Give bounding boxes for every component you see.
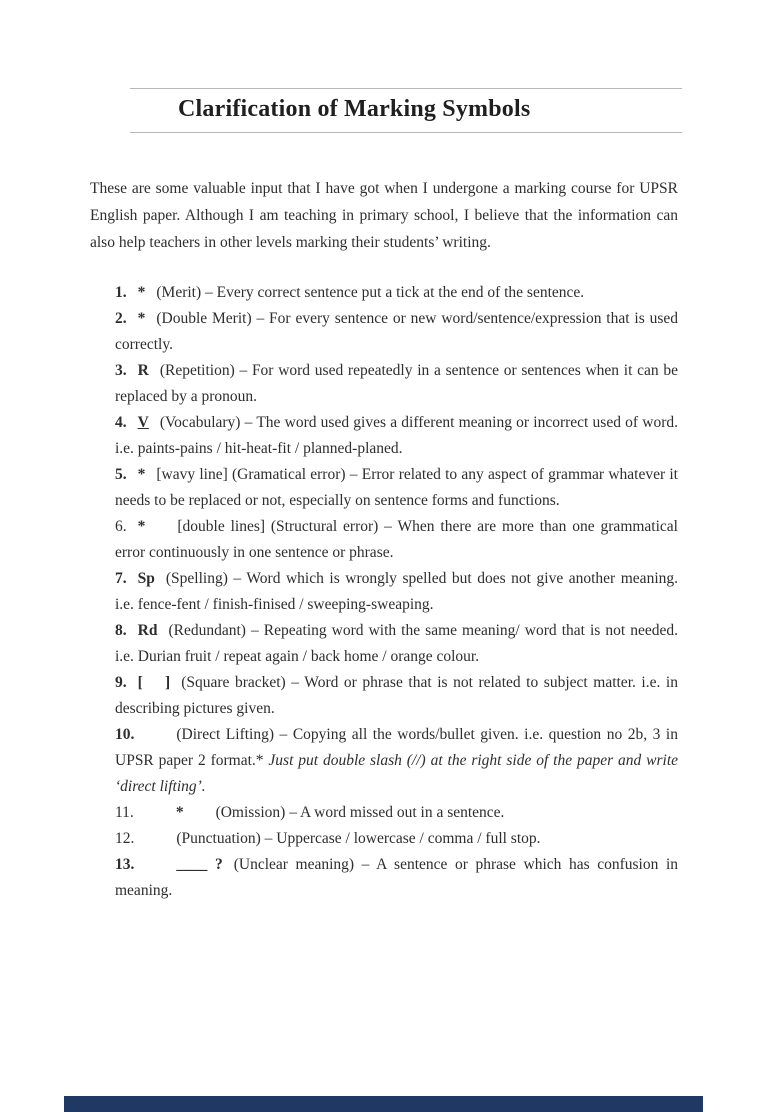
list-item	[115, 566, 678, 618]
list-item	[115, 358, 678, 410]
item-number: 10.	[115, 726, 135, 743]
item-number: 5.	[115, 466, 127, 483]
next-page-top-edge	[64, 1096, 703, 1112]
item-number: 11.	[115, 804, 134, 821]
item-symbol: *	[137, 466, 146, 483]
list-item	[115, 306, 678, 358]
item-number: 8.	[115, 622, 127, 639]
document-page	[0, 88, 768, 1112]
list-item	[115, 800, 678, 826]
item-symbol: *	[175, 804, 184, 821]
item-text: (Vocabulary) – The word used gives a different meaning or incorrect used of word. i.e. paints-pains / hit-heat-fit / planned-planed.	[115, 414, 678, 457]
item-text: (Repetition) – For word used repeatedly in a sentence or sentences when it can be replaced by a pronoun.	[115, 362, 678, 405]
item-symbol: *	[137, 518, 146, 535]
item-number: 4.	[115, 414, 127, 431]
item-text: (Spelling) – Word which is wrongly spelled but does not give another meaning. i.e. fence-fent / finish-finised / sweeping-sweaping.	[115, 570, 678, 613]
item-text: (Punctuation) – Uppercase / lowercase / comma / full stop.	[176, 830, 541, 847]
item-number: 7.	[115, 570, 127, 587]
item-symbol: R	[137, 362, 149, 379]
item-symbol: ____ ?	[176, 856, 223, 873]
item-text: (Direct Lifting) – Copying all the words/bullet given. i.e. question no 2b, 3 in UPSR paper 2 format.*	[115, 726, 678, 769]
item-symbol: V	[137, 414, 149, 431]
item-symbol: Sp	[137, 570, 155, 587]
item-note-italic: Just put double slash (//) at the right side of the paper and write ‘direct lifting’.	[115, 752, 679, 795]
item-number: 13.	[115, 856, 135, 873]
item-text: (Redundant) – Repeating word with the same meaning/ word that is not needed. i.e. Durian fruit / repeat again / back home / orange colour.	[115, 622, 678, 665]
item-number: 3.	[115, 362, 127, 379]
item-symbol: [ ]	[137, 674, 171, 691]
item-number: 6.	[115, 518, 127, 535]
intro-paragraph: These are some valuable input that I have got when I undergone a marking course for UPSR English paper. Although I am teaching in primary school, I believe that the information can also help teachers in other levels marking their students’ writing.	[90, 180, 678, 251]
item-text: (Merit) – Every correct sentence put a tick at the end of the sentence.	[156, 284, 585, 301]
item-text: (Double Merit) – For every sentence or new word/sentence/expression that is used correctly.	[115, 310, 678, 353]
marking-symbols-list	[115, 280, 678, 904]
list-item	[115, 462, 678, 514]
item-symbol: Rd	[137, 622, 158, 639]
list-item	[115, 670, 678, 722]
item-symbol: *	[137, 310, 146, 327]
item-text: [double lines] (Structural error) – When there are more than one grammatical error continuously in one sentence or phrase.	[115, 518, 678, 561]
title-block	[130, 88, 682, 133]
item-symbol: *	[137, 284, 146, 301]
list-item	[115, 514, 678, 566]
item-number: 9.	[115, 674, 127, 691]
page-title: Clarification of Marking Symbols	[178, 96, 531, 122]
item-number: 12.	[115, 830, 135, 847]
item-text: [wavy line] (Gramatical error) – Error related to any aspect of grammar whatever it needs to be replaced or not, especially on sentence forms and functions.	[115, 466, 678, 509]
item-text: (Omission) – A word missed out in a sentence.	[215, 804, 505, 821]
list-item	[115, 618, 678, 670]
list-item	[115, 722, 678, 800]
item-number: 1.	[115, 284, 127, 301]
item-text: (Square bracket) – Word or phrase that is not related to subject matter. i.e. in describing pictures given.	[115, 674, 678, 717]
list-item	[115, 826, 678, 852]
item-number: 2.	[115, 310, 127, 327]
list-item	[115, 280, 678, 306]
list-item	[115, 410, 678, 462]
item-text: (Unclear meaning) – A sentence or phrase which has confusion in meaning.	[115, 856, 678, 899]
list-item	[115, 852, 678, 904]
